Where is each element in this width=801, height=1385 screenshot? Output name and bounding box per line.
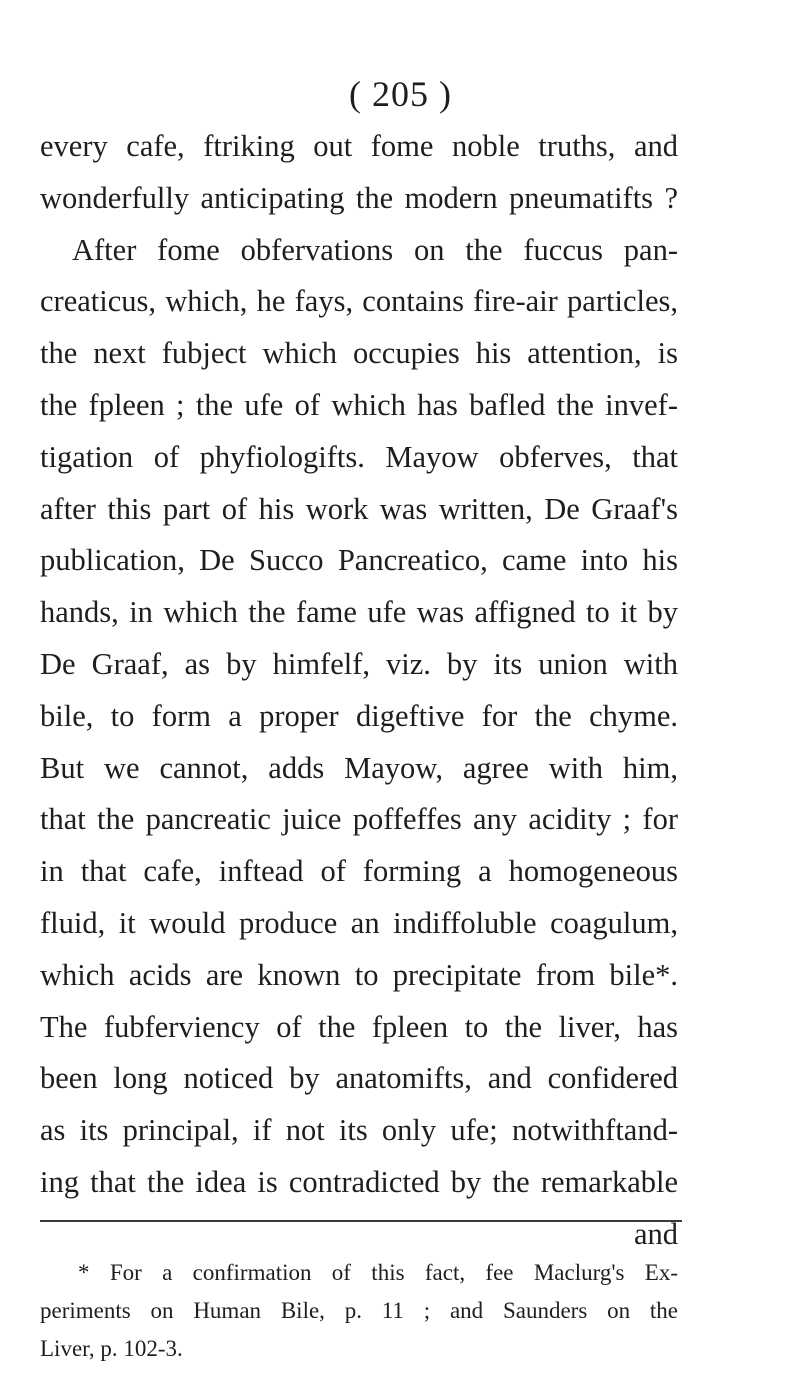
text-line: After fome obfervations on the fuccus pan- bbox=[72, 232, 678, 267]
text-line: ing that the idea is contradicted by the remarkable bbox=[40, 1164, 678, 1199]
body-text bbox=[40, 121, 678, 1261]
footnote-divider bbox=[40, 1220, 682, 1222]
footnote-line: Liver, p. 102-3. bbox=[40, 1336, 183, 1361]
text-line: in that cafe, inftead of forming a homogeneous bbox=[40, 854, 678, 889]
text-line: as its principal, if not its only ufe; notwithftand- bbox=[40, 1113, 678, 1148]
text-line: publication, De Succo Pancreatico, came into his bbox=[40, 543, 678, 578]
text-line: But we cannot, adds Mayow, agree with him, bbox=[40, 750, 678, 785]
text-line: been long noticed by anatomifts, and confidered bbox=[40, 1061, 678, 1096]
catchword: and bbox=[633, 1216, 678, 1251]
text-line: De Graaf, as by himfelf, viz. by its union with bbox=[40, 646, 678, 681]
text-line: every cafe, ftriking out fome noble truths, and bbox=[40, 129, 678, 163]
footnote-line: periments on Human Bile, p. 11 ; and Saunders on the bbox=[40, 1298, 678, 1323]
text-line: which acids are known to precipitate from bile*. bbox=[40, 957, 678, 992]
text-line: the fpleen ; the ufe of which has bafled the invef- bbox=[40, 387, 678, 422]
text-line: wonderfully anticipating the modern pneumatifts ? bbox=[40, 180, 678, 215]
footnote bbox=[40, 1254, 678, 1368]
text-line: hands, in which the fame ufe was affigned to it by bbox=[40, 595, 678, 630]
text-line: fluid, it would produce an indiffoluble coagulum, bbox=[40, 905, 678, 940]
text-line: the next fubject which occupies his attention, is bbox=[40, 336, 678, 371]
footnote-line: * For a confirmation of this fact, fee Maclurg's Ex- bbox=[78, 1260, 678, 1285]
text-line: creaticus, which, he fays, contains fire-air particles, bbox=[40, 284, 678, 319]
text-line: The fubferviency of the fpleen to the liver, has bbox=[40, 1009, 678, 1044]
text-line: that the pancreatic juice poffeffes any acidity ; for bbox=[40, 802, 678, 837]
text-line: bile, to form a proper digeftive for the chyme. bbox=[40, 698, 678, 733]
text-line: tigation of phyfiologifts. Mayow obferves, that bbox=[40, 439, 678, 474]
text-line: after this part of his work was written, De Graaf's bbox=[40, 491, 678, 526]
page-number: ( 205 ) bbox=[349, 74, 452, 114]
